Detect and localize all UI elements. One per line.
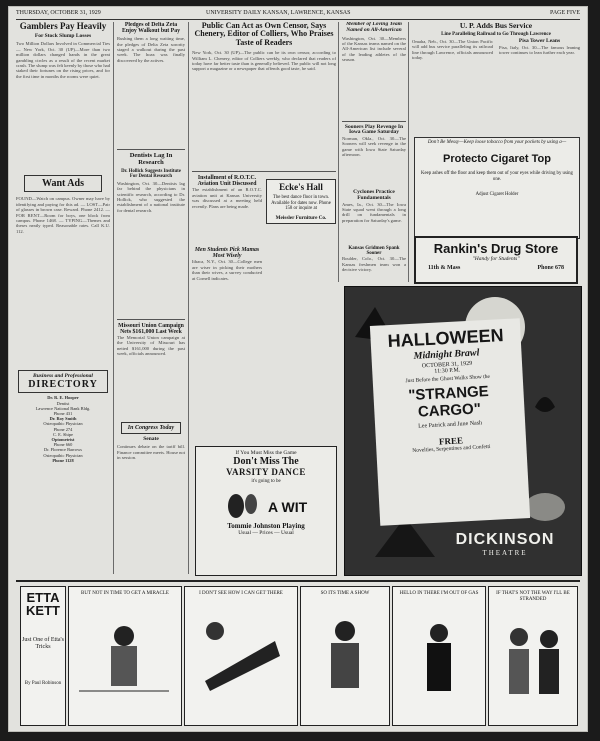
halloween-date: OCTOBER 31, 1929: [421, 360, 473, 370]
comic-title: ETTA KETT: [26, 590, 60, 618]
halloween-stars: Lee Patrick and June Nash: [418, 420, 483, 430]
directory-subtitle: Business and Professional: [33, 373, 93, 380]
comic-panel-5: [488, 586, 578, 726]
varsity-dance-ad: [195, 446, 337, 576]
directory-item: Phone 274: [53, 426, 73, 432]
halloween-intro: Just Before the Ghost Walks Show the: [405, 373, 491, 385]
headline-rotc: Installment of R.O.T.C. Aviation Unit Discussed: [197, 175, 257, 188]
directory-item: Phone 1128: [52, 457, 74, 463]
comic-panel-4: [392, 586, 486, 726]
comic-figure-4: [393, 601, 485, 701]
cigaret-ad-name: Protecto Cigaret Top: [443, 153, 551, 165]
article-congress: Continues debate on the tariff bill. Finance committee meets. House not in session.: [117, 444, 185, 461]
directory-item: Phone 431: [53, 411, 73, 417]
article-gamblers: Two Million Dollars Involved in Commercial Ties — New York, Oct. 30 (UP)—More than two million dollars changed hands in the great gambling circles as a result of the recent market crash. The slump was felt keenly by those who had staked their fortunes on the rising prices, and for the first time in months the rooms were quiet.: [16, 41, 110, 79]
headline-missouri: Missouri Union Campaign Nets $161,000 Last Week: [118, 322, 184, 335]
header-page: PAGE FIVE: [550, 10, 580, 16]
cigaret-ad-footer: Adjust Cigaret Holder: [475, 192, 519, 198]
subhead-dentists: Dr. Hollick Suggests Institute For Dental Research: [121, 168, 181, 179]
subhead-gamblers: For Stock Slump Losses: [34, 33, 92, 40]
cigaret-ad-line1: Don't Be Messy—Keep loose tobacco from your pockets by using a—: [427, 140, 567, 145]
comic-figure-2: [185, 601, 297, 701]
column-rule: [188, 22, 189, 574]
theater-sub: THEATRE: [482, 549, 528, 557]
varsity-band: Tommie Johnston Playing: [227, 522, 305, 530]
article-all-american: Washington, Oct. 30—Members of the Kansas teams named on the All-American list include several of the leading athletes of the season.: [342, 35, 406, 63]
article-bus: Omaha, Neb., Oct. 30—The Union Pacific will add bus service paralleling its railroad line through Lawrence, officials announced today.: [412, 38, 493, 61]
comic-title-panel: [20, 586, 66, 726]
article-missouri: The Memorial Union campaign at the University of Missouri has netted $161,000 during the past week, officials announced.: [117, 334, 185, 357]
page-header: [16, 9, 580, 20]
directory-item: Lawrence National Bank Bldg.: [35, 405, 91, 411]
header-masthead: UNIVERSITY DAILY KANSAN, LAWRENCE, KANSAS: [206, 10, 351, 16]
column-1: [16, 22, 110, 574]
column-5: [412, 22, 580, 137]
headline-bus: U. P. Adds Bus Service: [459, 22, 533, 30]
varsity-going: it's going to be: [251, 479, 281, 484]
comic-balloon-2: I DON'T SEE HOW I CAN GET THERE: [199, 591, 283, 596]
column-rule: [338, 22, 339, 282]
halloween-film: "STRANGE CARGO": [407, 382, 490, 421]
directory-item: C. E. Shipe: [52, 431, 73, 437]
headline-pisa: Pisa Tower Leans: [518, 37, 561, 44]
dancers-illustration: [196, 486, 336, 522]
halloween-free-text: Novelties, Serpentines and Confetti: [412, 443, 491, 455]
halloween-panel: [370, 318, 530, 526]
varsity-line: Don't Miss The: [233, 456, 299, 467]
directory-item: Optometrist: [51, 437, 75, 443]
rankin-name: Rankin's Drug Store: [433, 241, 559, 256]
article-mamas: Ithaca, N.Y., Oct. 30—College men are wiser in picking their mothers than their wives, a survey conducted at Cornell indicates.: [192, 259, 262, 281]
halloween-ad: [344, 286, 582, 576]
varsity-illustration: [196, 486, 336, 522]
article-gridmen: Boulder, Colo., Oct. 30—The Kansas freshmen team won a decisive victory.: [342, 256, 406, 272]
comic-panel-3: [300, 586, 390, 726]
article-pisa: Pisa, Italy, Oct. 30—The famous leaning tower continues to lean further each year.: [499, 44, 580, 56]
varsity-word: A WIT: [268, 499, 308, 515]
ecke-hall-body: The best dance floor in town. Available for dates now. Phone 158 or inquire at: [271, 195, 331, 212]
column-2: [117, 22, 185, 574]
cigaret-ad-line2: Keep ashes off the floor and keep them out of your eyes while driving by using one.: [421, 171, 573, 182]
comic-panel-1: [68, 586, 182, 726]
column-3: [192, 22, 336, 282]
directory-item: Osteopathic Physician: [43, 452, 83, 458]
article-sooners: Norman, Okla., Oct. 30—The Sooners will seek revenge in the game with Iowa State Saturday afternoon.: [342, 136, 406, 158]
column-rule: [408, 22, 409, 282]
halloween-sub: Midnight Brawl: [413, 347, 480, 362]
directory-item: Dr. R. E. Hooper: [47, 395, 79, 401]
directory-item: Osteopathic Physician: [43, 421, 83, 427]
directory-box: [18, 370, 108, 393]
directory-list: [16, 395, 110, 463]
directory-item: Dr. Florence Barrows: [44, 447, 82, 453]
cigaret-ad: [414, 137, 580, 239]
comic-balloon-3: SO ITS TIME A SHOW: [320, 591, 370, 596]
header-date: THURSDAY, OCTOBER 31, 1929: [16, 10, 101, 16]
headline-gridmen: Kansas Gridmen Spank Sooner: [348, 245, 400, 256]
ecke-hall-ad: [266, 179, 336, 224]
rankin-address: 11th & Mass: [428, 265, 461, 271]
ecke-hall-title: Ecke's Hall: [279, 182, 323, 193]
column-4: [342, 22, 406, 282]
rankin-phone: Phone 678: [537, 265, 564, 271]
directory-item: Dr. Roy Smith: [49, 416, 77, 422]
varsity-top: If You Must Miss the Game: [235, 450, 297, 456]
comic-strip: [16, 580, 580, 730]
directory-item: Phone 660: [53, 442, 73, 448]
comic-subtitle: Just One of Etta's Tricks: [22, 637, 64, 650]
headline-congress: In Congress Today: [127, 424, 175, 431]
theater-block: [435, 531, 575, 557]
article-cyclones: Ames, Ia., Oct. 30—The Iowa State squad went through a long drill on fundamentals in preparation for Saturday's game.: [342, 201, 406, 223]
want-ads-list: FOUND—Watch on campus. Owner may have by identifying and paying for this ad. — LOST—Pair of glasses in brown case. Reward. Phone 2412. — FOR RENT—Room for boys, one block from campus. Phone 1468. — TYPING—Themes and theses neatly typed. Reasonable rates. Call K.U. 112.: [16, 196, 110, 234]
newspaper-page: [8, 6, 588, 732]
varsity-name: VARSITY DANCE: [226, 467, 306, 477]
halloween-free: FREE: [438, 435, 464, 447]
comic-balloon-4: HELLO IN THERE I'M OUT OF GAS: [399, 591, 479, 596]
want-ads-box: [24, 175, 102, 192]
directory-title: DIRECTORY: [28, 379, 98, 391]
headline-all-american: Member of Loving Team Named on All-American: [346, 22, 402, 33]
headline-sooners: Sooners Play Revenge In Iowa Game Saturday: [344, 123, 404, 136]
subhead-bus: Line Paralleling Railroad to Go Through Lawrence: [441, 31, 551, 37]
headline-cyclones: Cyclones Practice Fundamentals: [353, 189, 395, 201]
want-ads-title: Want Ads: [42, 178, 84, 190]
comic-byline: By Paul Robinson: [24, 681, 62, 686]
comic-balloon-5: IF THAT'S NOT THE WAY I'LL BE STRANDED: [496, 591, 570, 602]
ecke-hall-footer: Meissler Furniture Co.: [275, 214, 327, 221]
subhead-senate: Senate: [143, 436, 159, 443]
comic-panel-2: [184, 586, 298, 726]
column-rule: [113, 22, 114, 574]
article-dentists: Washington, Oct. 30—Dentists lag far behind the physicians in scientific research, according to Dr. Hollick, who suggested the establishment of a national institute for dental research.: [117, 180, 185, 213]
comic-figure-3: [301, 601, 389, 701]
halloween-title: HALLOWEEN: [387, 325, 505, 352]
rankin-slogan: "Handy for Students": [472, 256, 520, 262]
comic-figure-1: [69, 601, 181, 701]
comic-balloon-1: BUT NOT IN TIME TO GET A MIRACLE: [81, 591, 169, 596]
headline-gamblers: Gamblers Pay Heavily: [19, 22, 107, 31]
article-rotc: The establishment of an R.O.T.C. aviation unit at Kansas University was discussed at a meeting held recently. Plans are being made.: [192, 187, 262, 209]
directory-item: Dentist: [56, 400, 70, 406]
rankin-ad: [414, 236, 578, 284]
headline-dentists: Dentists Lag In Research: [129, 152, 173, 166]
halloween-time: 11:30 P.M.: [434, 367, 461, 375]
article-delta-zeta: Rushing them a long waiting time, the pledges of Delta Zeta sorority staged a walkout during the past week. The hoax was finally discovered by the actives.: [117, 36, 185, 63]
article-censor: New York, Oct. 30 (UP)—The public can be its own censor, according to William L. Chenery, editor of Colliers weekly, who declared that readers of today have far better taste than is generally believed. The public will not long support a magazine or a newspaper that offends good taste, he said.: [192, 50, 336, 72]
comic-figure-5: [489, 607, 577, 707]
theater-name: DICKINSON: [455, 531, 555, 548]
headline-delta-zeta: Pledges of Delta Zeta Enjoy Walkout but Pay: [121, 22, 181, 35]
headline-censor: Public Can Act as Own Censor, Says Chenery, Editor of Colliers, Who Praises Taste of Readers: [194, 22, 334, 47]
headline-mamas: Men Students Pick Mamas Most Wisely: [194, 247, 260, 260]
varsity-footer: Usual — Prices — Usual: [238, 530, 294, 536]
congress-box: [121, 422, 181, 434]
